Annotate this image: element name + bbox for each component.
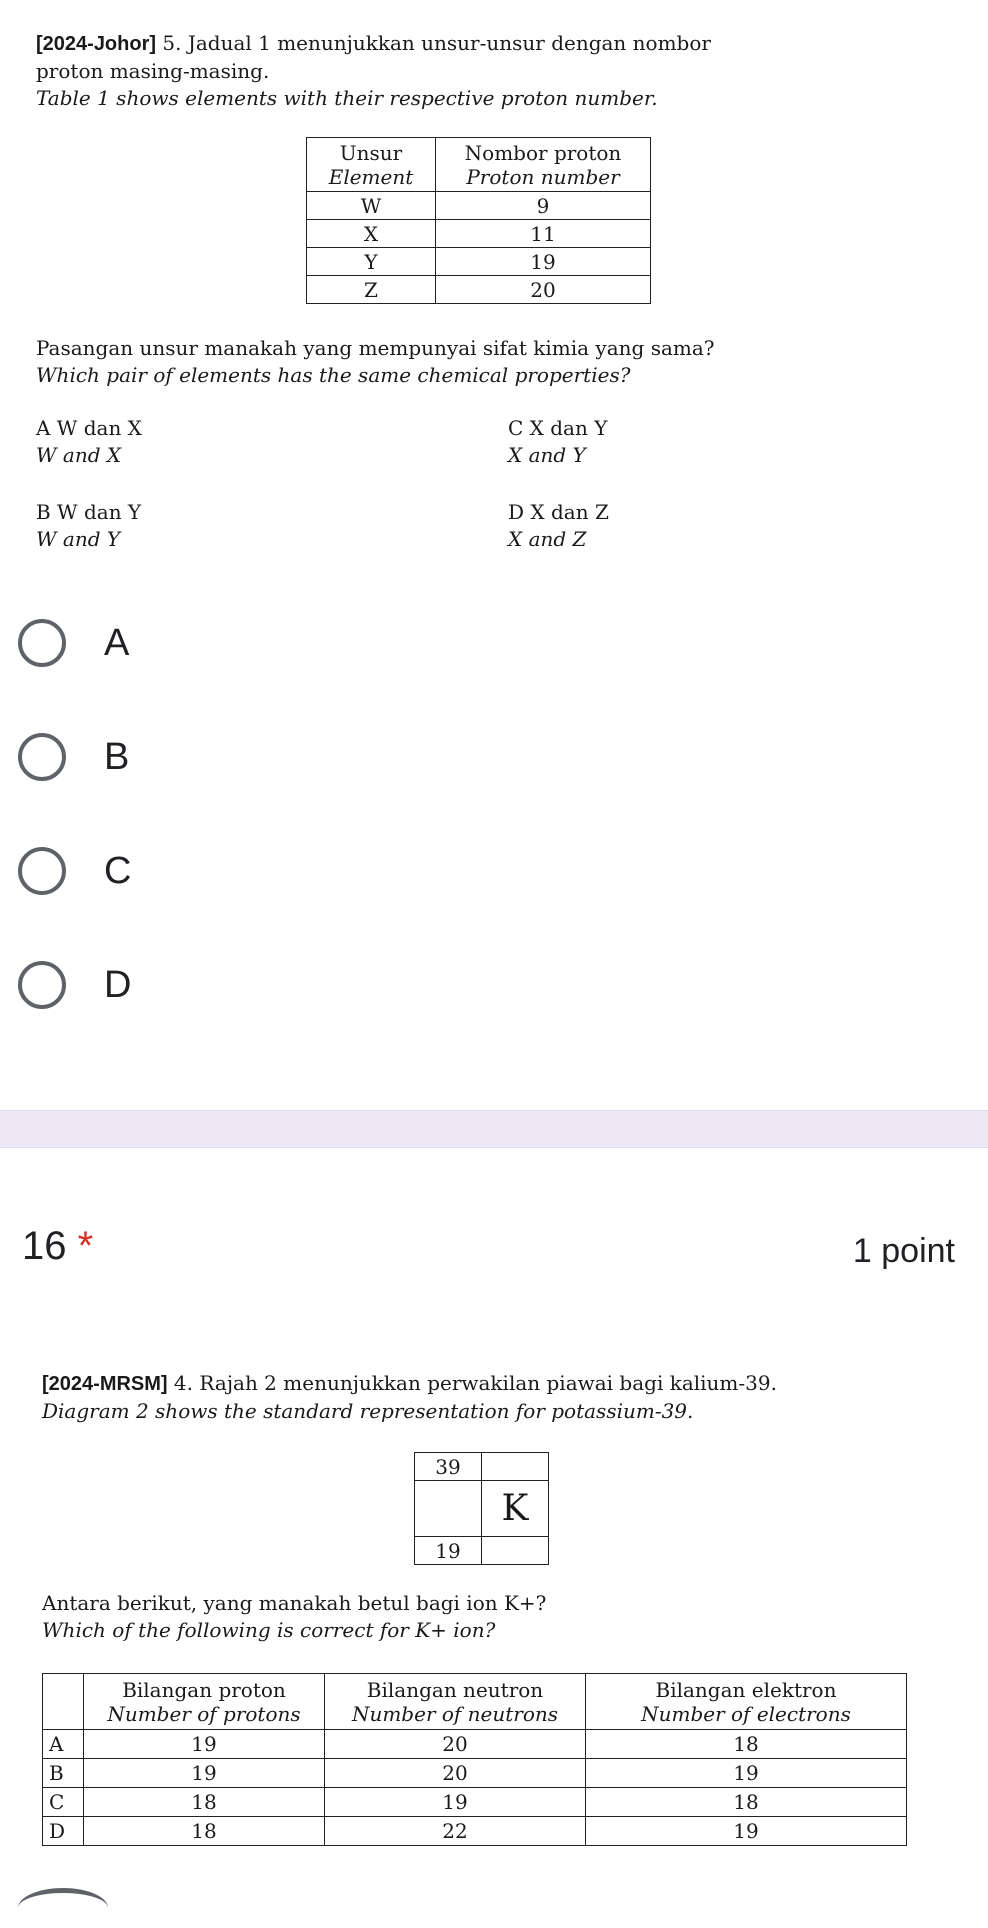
section-divider bbox=[0, 1110, 988, 1148]
mass-number: 39 bbox=[415, 1453, 482, 1481]
choice-a[interactable] bbox=[18, 613, 129, 673]
points-label: 1 point bbox=[852, 1232, 955, 1270]
element-symbol: K bbox=[482, 1481, 549, 1537]
question-number: 16 * bbox=[22, 1224, 94, 1268]
question-16-intro bbox=[42, 1370, 942, 1425]
table-row: A 19 20 18 bbox=[43, 1730, 907, 1759]
intro-line-en: Diagram 2 shows the standard representation for potassium-39. bbox=[42, 1399, 694, 1423]
radio-d[interactable] bbox=[18, 961, 66, 1009]
option-a-text: A W dan X W and X bbox=[36, 416, 142, 467]
prompt-ms: Antara berikut, yang manakah betul bagi ion K+? bbox=[42, 1591, 547, 1615]
choice-b-label: B bbox=[104, 735, 130, 778]
choice-c-label: C bbox=[104, 849, 132, 892]
choice-d-label: D bbox=[104, 963, 132, 1006]
option-d-text: D X dan Z X and Z bbox=[508, 500, 609, 551]
prompt-en: Which pair of elements has the same chemical properties? bbox=[36, 363, 631, 387]
proton-number: 19 bbox=[415, 1537, 482, 1565]
option-c-text: C X dan Y X and Y bbox=[508, 416, 608, 467]
required-marker: * bbox=[77, 1224, 94, 1268]
table-row: B 19 20 19 bbox=[43, 1759, 907, 1788]
element-table bbox=[306, 137, 651, 304]
table-header-proton: Nombor proton Proton number bbox=[436, 138, 651, 192]
table-row: W 9 bbox=[307, 192, 651, 220]
choice-b[interactable] bbox=[18, 727, 129, 787]
radio-a[interactable] bbox=[18, 619, 66, 667]
question-15-prompt bbox=[36, 335, 936, 389]
table-row: D 18 22 19 bbox=[43, 1817, 907, 1846]
intro-line-en: Table 1 shows elements with their respective proton number. bbox=[36, 86, 658, 110]
choice-d[interactable] bbox=[18, 955, 131, 1015]
table-row: Z 20 bbox=[307, 276, 651, 304]
potassium-diagram bbox=[414, 1452, 549, 1565]
source-tag: [2024-MRSM] bbox=[42, 1373, 168, 1395]
option-b-text: B W dan Y W and Y bbox=[36, 500, 142, 551]
table-row: Y 19 bbox=[307, 248, 651, 276]
question-15-intro bbox=[36, 30, 936, 112]
choice-c[interactable] bbox=[18, 841, 131, 901]
intro-line-1: 5. Jadual 1 menunjukkan unsur-unsur dengan nombor bbox=[156, 31, 711, 55]
prompt-ms: Pasangan unsur manakah yang mempunyai sifat kimia yang sama? bbox=[36, 336, 715, 360]
table-row: C 18 19 18 bbox=[43, 1788, 907, 1817]
header-protons: Bilangan proton Number of protons bbox=[84, 1674, 325, 1730]
radio-c[interactable] bbox=[18, 847, 66, 895]
prompt-en: Which of the following is correct for K+ ion? bbox=[42, 1618, 496, 1642]
choice-a-label: A bbox=[104, 621, 130, 664]
header-electrons: Bilangan elektron Number of electrons bbox=[586, 1674, 907, 1730]
ion-table bbox=[42, 1673, 907, 1846]
radio-b[interactable] bbox=[18, 733, 66, 781]
intro-line-2: proton masing-masing. bbox=[36, 59, 270, 83]
table-header-element: Unsur Element bbox=[307, 138, 436, 192]
intro-line-1: 4. Rajah 2 menunjukkan perwakilan piawai bagi kalium-39. bbox=[167, 1371, 777, 1395]
header-neutrons: Bilangan neutron Number of neutrons bbox=[325, 1674, 586, 1730]
source-tag: [2024-Johor] bbox=[36, 33, 157, 55]
question-16-prompt bbox=[42, 1590, 942, 1644]
table-row: X 11 bbox=[307, 220, 651, 248]
radio-next-partial[interactable] bbox=[18, 1888, 108, 1928]
